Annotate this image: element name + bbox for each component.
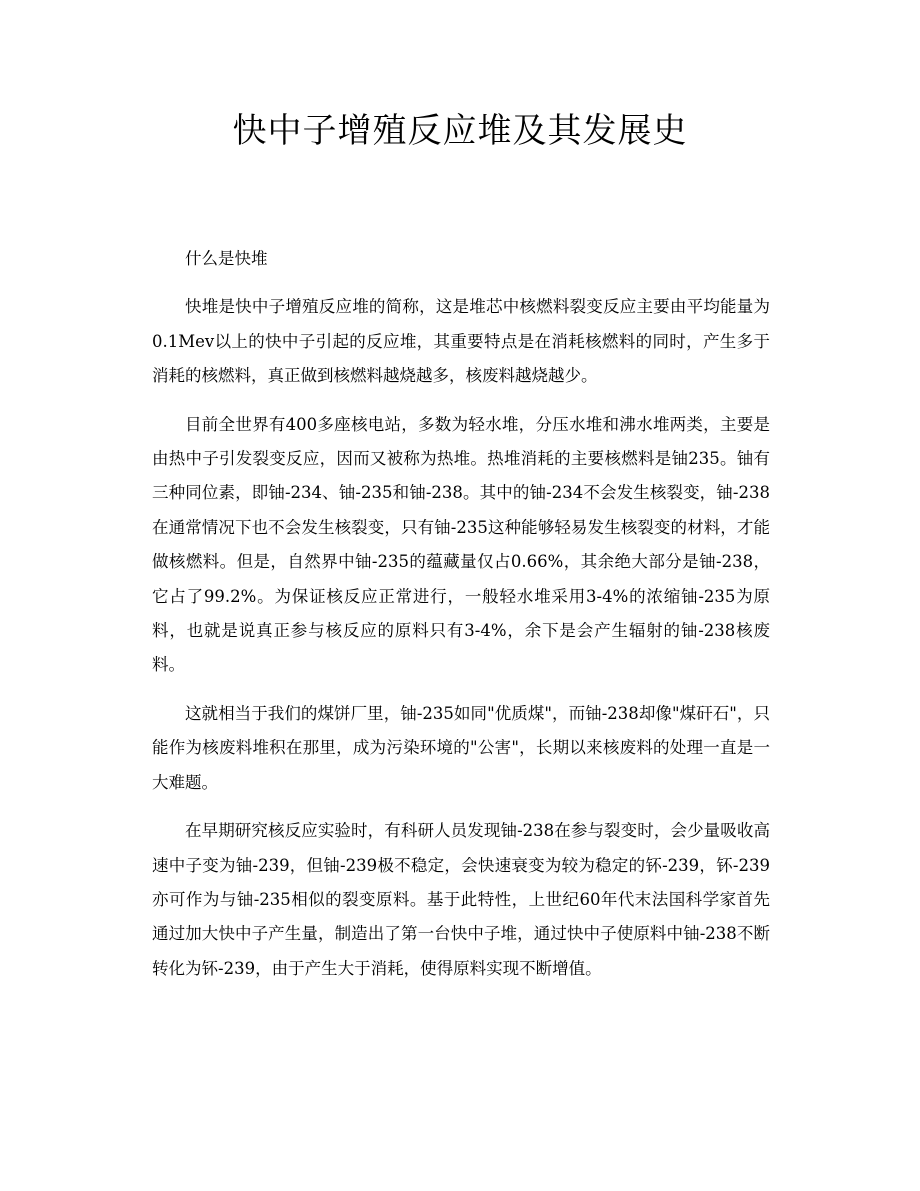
section-subheading: 什么是快堆	[185, 249, 268, 268]
paragraph-history: 在早期研究核反应实验时，有科研人员发现铀-238在参与裂变时，会少量吸收高速中子变为铀-239，但铀-239极不稳定，会快速衰变为较为稳定的钚-239，钚-239亦可作为与铀-235相似的裂变原料。基于此特性，上世纪60年代末法国科学家首先通过加大快中子产生量，制造出了第一台快中子堆，通过快中子使原料中铀-238不断转化为钚-239，由于产生大于消耗，使得原料实现不断增值。	[152, 821, 770, 978]
paragraph-analogy: 这就相当于我们的煤饼厂里，铀-235如同"优质煤"，而铀-238却像"煤矸石"，只能作为核废料堆积在那里，成为污染环境的"公害"，长期以来核废料的处理一直是一大难题。	[152, 703, 770, 792]
paragraph-definition: 快堆是快中子增殖反应堆的简称，这是堆芯中核燃料裂变反应主要由平均能量为0.1Mev以上的快中子引起的反应堆，其重要特点是在消耗核燃料的同时，产生多于消耗的核燃料，真正做到核燃料越烧越多，核废料越烧越少。	[152, 297, 770, 386]
document-title: 快中子增殖反应堆及其发展史	[232, 111, 688, 151]
paragraph-thermal-reactors: 目前全世界有400多座核电站，多数为轻水堆，分压水堆和沸水堆两类，主要是由热中子引发裂变反应，因而又被称为热堆。热堆消耗的主要核燃料是铀235。铀有三种同位素，即铀-234、铀-235和铀-238。其中的铀-234不会发生核裂变，铀-238在通常情况下也不会发生核裂变，只有铀-235这种能够轻易发生核裂变的材料，才能做核燃料。但是，自然界中铀-235的蕴藏量仅占0.66%，其余绝大部分是铀-238，它占了99.2%。为保证核反应正常进行，一般轻水堆采用3-4%的浓缩铀-235为原料，也就是说真正参与核反应的原料只有3-4%，余下是会产生辐射的铀-238核废料。	[152, 414, 770, 675]
document-body	[152, 242, 770, 1000]
